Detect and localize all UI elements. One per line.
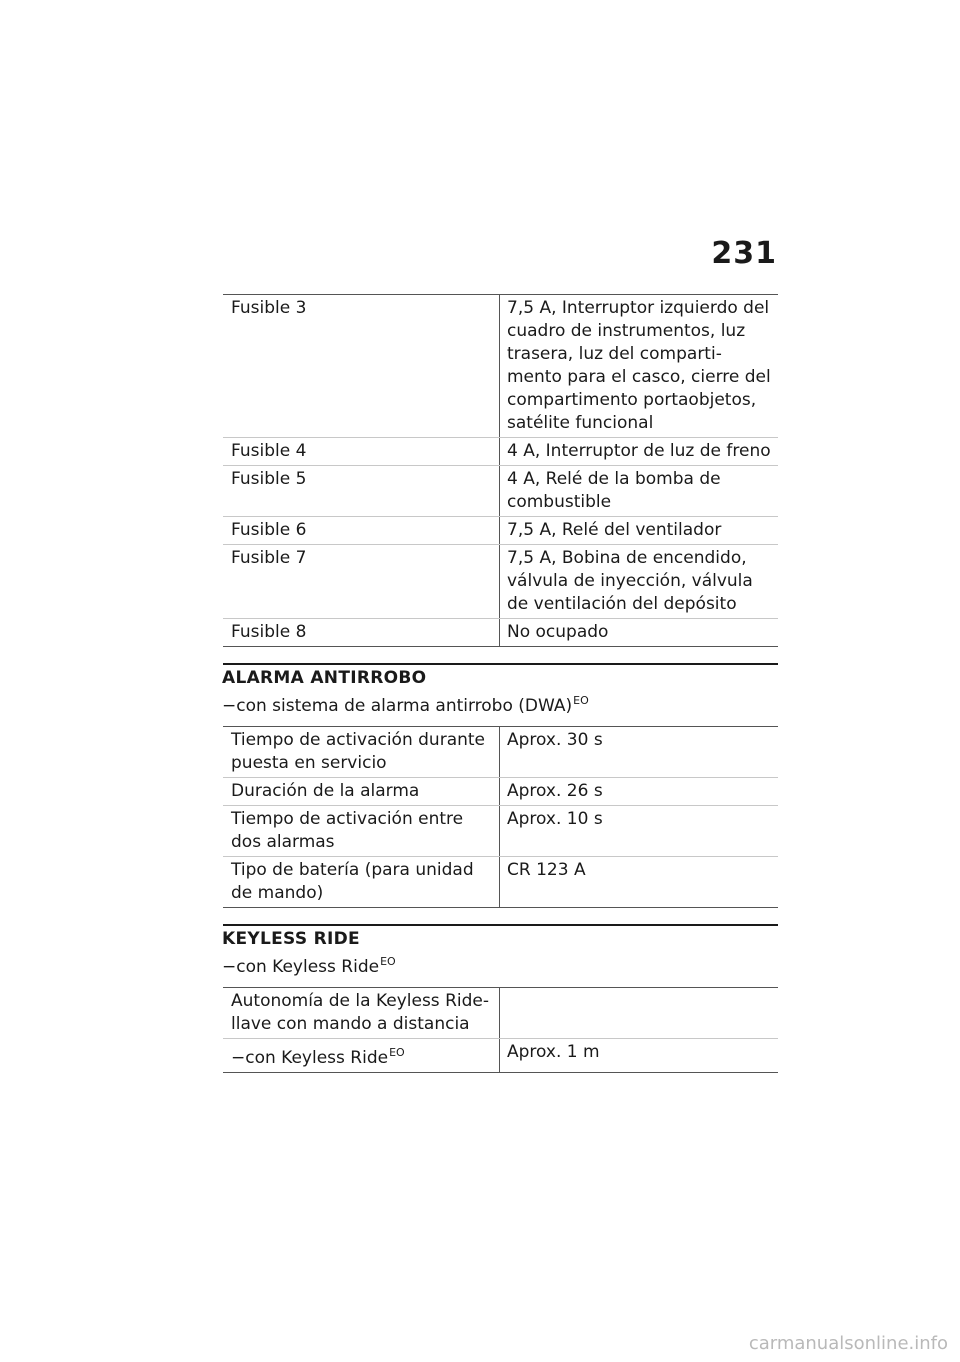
- table-row: [223, 806, 778, 857]
- keyless-table: [223, 987, 778, 1073]
- fuse-value: 7,5 A, Interruptor izquierdo del cuadro de instrumentos, luz trasera, luz del comparti- mento para el casco, cierre del compartimento portaobjetos, satélite funcional: [500, 295, 779, 438]
- spec-name: Autonomía de la Keyless Ride- llave con mando a distancia: [223, 988, 500, 1039]
- table-row: [223, 778, 778, 806]
- eo-marker: EO: [573, 694, 589, 707]
- table-row: [223, 619, 778, 647]
- fuse-value: 7,5 A, Bobina de encendido, válvula de inyección, válvula de ventilación del depósito: [500, 545, 779, 619]
- spec-name-text: −con Keyless Ride: [231, 1048, 389, 1068]
- watermark: carmanualsonline.info: [748, 1333, 948, 1354]
- table-row: [223, 727, 778, 778]
- section-title: ALARMA ANTIRROBO: [222, 668, 427, 688]
- page-content: [223, 294, 778, 1073]
- spec-value: Aprox. 10 s: [500, 806, 779, 857]
- fuse-value: 7,5 A, Relé del ventilador: [500, 517, 779, 545]
- subtitle-text: −con sistema de alarma antirrobo (DWA): [222, 696, 573, 716]
- table-row: [223, 988, 778, 1039]
- spec-name: Tiempo de activación durante puesta en servicio: [223, 727, 500, 778]
- spec-value: [500, 988, 779, 1039]
- spec-value: Aprox. 26 s: [500, 778, 779, 806]
- spec-name: Tiempo de activación entre dos alarmas: [223, 806, 500, 857]
- table-row: [223, 517, 778, 545]
- spec-name: [223, 1039, 500, 1073]
- fuse-name: Fusible 6: [223, 517, 500, 545]
- subtitle-text: −con Keyless Ride: [222, 957, 380, 977]
- table-row: [223, 466, 778, 517]
- spec-name: Tipo de batería (para unidad de mando): [223, 857, 500, 908]
- alarm-table: [223, 726, 778, 908]
- fuse-value: 4 A, Relé de la bomba de combustible: [500, 466, 779, 517]
- alarm-section: [223, 663, 778, 908]
- table-row: [223, 295, 778, 438]
- table-row: [223, 438, 778, 466]
- eo-marker: EO: [380, 955, 396, 968]
- fuse-name: Fusible 5: [223, 466, 500, 517]
- table-row: [223, 857, 778, 908]
- section-subtitle: [222, 955, 778, 977]
- section-title: KEYLESS RIDE: [222, 929, 360, 949]
- spec-value: Aprox. 30 s: [500, 727, 779, 778]
- fuse-name: Fusible 4: [223, 438, 500, 466]
- eo-marker: EO: [389, 1046, 405, 1059]
- spec-value: Aprox. 1 m: [500, 1039, 779, 1073]
- keyless-section: [223, 924, 778, 1073]
- table-row: [223, 1039, 778, 1073]
- fuse-name: Fusible 8: [223, 619, 500, 647]
- table-row: [223, 545, 778, 619]
- fuse-name: Fusible 3: [223, 295, 500, 438]
- fuse-value: 4 A, Interruptor de luz de freno: [500, 438, 779, 466]
- spec-name: Duración de la alarma: [223, 778, 500, 806]
- spec-value: CR 123 A: [500, 857, 779, 908]
- page-number: 231: [711, 236, 777, 271]
- fuse-table: [223, 294, 778, 647]
- section-subtitle: [222, 694, 778, 716]
- fuse-value: No ocupado: [500, 619, 779, 647]
- fuse-name: Fusible 7: [223, 545, 500, 619]
